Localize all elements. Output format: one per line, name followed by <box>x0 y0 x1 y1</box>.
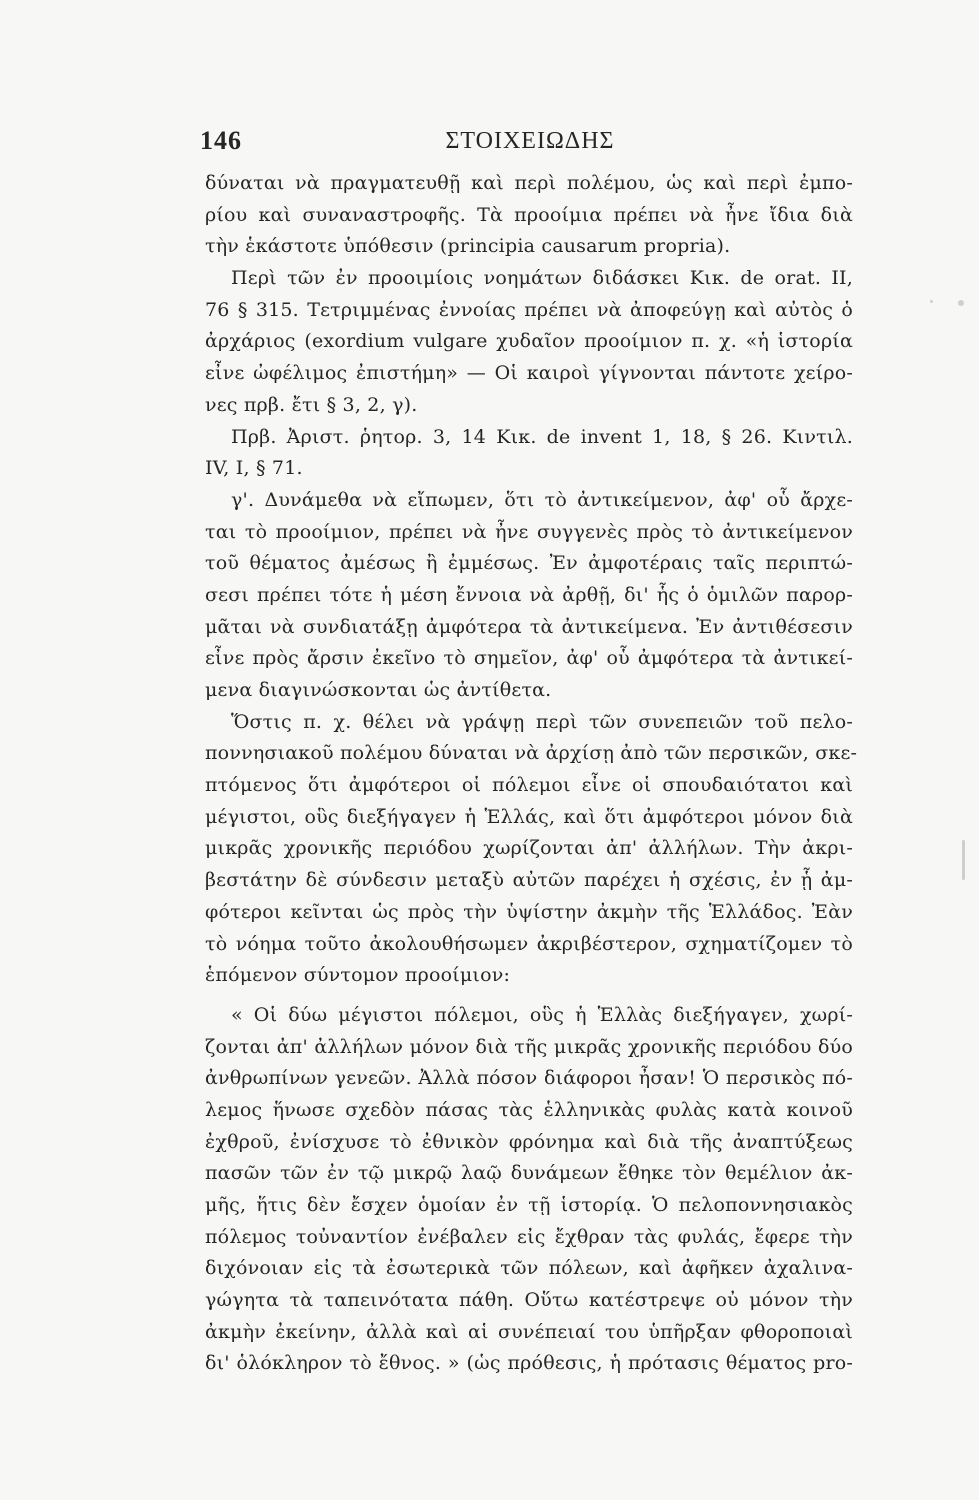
text-line: ἑπόμενον σύντομον προοίμιον: <box>205 964 511 987</box>
text-line: μᾶται νὰ συνδιατάξῃ ἀμφότερα τὰ ἀντικείμενα. Ἐν ἀντιθέσεσιν <box>205 615 853 638</box>
text-line: λεμος ἥνωσε σχεδὸν πάσας τὰς ἑλληνικὰς φυλὰς κατὰ κοινοῦ <box>205 1098 853 1121</box>
text-line: πασῶν τῶν ἐν τῷ μικρῷ λαῷ δυνάμεων ἔθηκε τὸν θεμέλιον ἀκ- <box>205 1162 853 1185</box>
body-text <box>205 168 858 1380</box>
text-line: ρίου καὶ συναναστροφῆς. Τὰ προοίμια πρέπει νὰ ἦνε ἴδια διὰ <box>205 203 853 226</box>
text-line: ται τὸ προοίμιον, πρέπει νὰ ἦνε συγγενὲς πρὸς τὸ ἀντικείμενον <box>205 520 853 543</box>
text-line: ποννησιακοῦ πολέμου δύναται νὰ ἀρχίσῃ ἀπὸ τῶν περσικῶν, σκε- <box>205 742 858 765</box>
text-line: δι' ὁλόκληρον τὸ ἔθνος. » (ὡς πρόθεσις, ἡ πρότασις θέματος pro- <box>205 1352 853 1375</box>
text-line: τὸ νόημα τοῦτο ἀκολουθήσωμεν ἀκριβέστερον, σχηματίζομεν τὸ <box>205 932 853 955</box>
text-line: « Οἱ δύω μέγιστοι πόλεμοι, οὓς ἡ Ἑλλὰς διεξήγαγεν, χωρί- <box>231 1003 853 1026</box>
text-line: γώγητα τὰ ταπεινότατα πάθη. Οὕτω κατέστρεψε οὐ μόνον τὴν <box>205 1289 853 1312</box>
page-header <box>200 126 860 160</box>
text-line: εἶνε πρὸς ἄρσιν ἐκεῖνο τὸ σημεῖον, ἀφ' οὗ ἀμφότερα τὰ ἀντικεί- <box>205 647 853 670</box>
text-line: εἶνε ὠφέλιμος ἐπιστήμη» — Οἱ καιροὶ γίγνονται πάντοτε χείρο- <box>205 362 853 385</box>
text-line: μικρᾶς χρονικῆς περιόδου χωρίζονται ἀπ' ἀλλήλων. Τὴν ἀκρι- <box>205 837 853 860</box>
text-line: ἐχθροῦ, ἐνίσχυσε τὸ ἐθνικὸν φρόνημα καὶ διὰ τῆς ἀναπτύξεως <box>205 1130 853 1153</box>
running-head: ΣΤΟΙΧΕΙΩΔΗΣ <box>445 128 615 154</box>
text-line: πόλεμος τοὐναντίον ἐνέβαλεν εἰς ἔχθραν τὰς φυλάς, ἔφερε τὴν <box>205 1225 853 1248</box>
text-line: ἀνθρωπίνων γενεῶν. Ἀλλὰ πόσον διάφοροι ἦσαν! Ὁ περσικὸς πό- <box>205 1067 853 1090</box>
text-line: Πρβ. Ἀριστ. ῥητορ. 3, 14 Κικ. de invent 1, 18, § 26. Κιντιλ. <box>231 425 853 448</box>
text-line: ἀρχάριος (exordium vulgare χυδαῖον προοίμιον π. χ. «ἡ ἱστορία <box>205 330 853 353</box>
text-line: 76 § 315. Τετριμμένας ἐννοίας πρέπει νὰ ἀποφεύγῃ καὶ αὐτὸς ὁ <box>205 298 853 321</box>
page-number: 146 <box>200 126 242 155</box>
text-line: IV, I, § 71. <box>205 457 303 480</box>
text-line: μενα διαγινώσκονται ὡς ἀντίθετα. <box>205 679 552 701</box>
text-line: βεστάτην δὲ σύνδεσιν μεταξὺ αὐτῶν παρέχει ἡ σχέσις, ἐν ᾗ ἀμ- <box>205 869 853 892</box>
text-line: Ὅστις π. χ. θέλει νὰ γράψῃ περὶ τῶν συνεπειῶν τοῦ πελο- <box>231 710 853 733</box>
text-line: τοῦ θέματος ἀμέσως ἢ ἐμμέσως. Ἐν ἀμφοτέραις ταῖς περιπτώ- <box>205 552 853 575</box>
text-line: τὴν ἑκάστοτε ὑπόθεσιν (principia causarum propria). <box>205 235 731 258</box>
text-line: νες πρβ. ἔτι § 3, 2, γ). <box>205 393 418 416</box>
text-line: φότεροι κεῖνται ὡς πρὸς τὴν ὑψίστην ἀκμὴν τῆς Ἑλλάδος. Ἐὰν <box>205 900 853 923</box>
text-line: μῆς, ἥτις δὲν ἔσχεν ὁμοίαν ἐν τῇ ἱστορίᾳ. Ὁ πελοποννησιακὸς <box>205 1194 853 1216</box>
text-line: πτόμενος ὅτι ἀμφότεροι οἱ πόλεμοι εἶνε οἱ σπουδαιότατοι καὶ <box>205 774 853 797</box>
text-line: δύναται νὰ πραγματευθῇ καὶ περὶ πολέμου, ὡς καὶ περὶ ἐμπο- <box>205 172 853 194</box>
text-line: μέγιστοι, οὓς διεξήγαγεν ἡ Ἑλλάς, καὶ ὅτι ἀμφότεροι μόνον διὰ <box>205 805 853 828</box>
text-line: γ'. Δυνάμεθα νὰ εἴπωμεν, ὅτι τὸ ἀντικείμενον, ἀφ' οὗ ἄρχε- <box>231 488 853 511</box>
text-line: ζονται ἀπ' ἀλλήλων μόνον διὰ τῆς μικρᾶς χρονικῆς περιόδου δύο <box>205 1035 853 1058</box>
text-line: Περὶ τῶν ἐν προοιμίοις νοημάτων διδάσκει Κικ. de orat. II, <box>231 267 853 290</box>
text-line: διχόνοιαν εἰς τὰ ἐσωτερικὰ τῶν πόλεων, καὶ ἀφῆκεν ἀχαλινα- <box>205 1257 853 1280</box>
text-line: σεσι πρέπει τότε ἡ μέση ἔννοια νὰ ἀρθῇ, δι' ἧς ὁ ὁμιλῶν παρορ- <box>205 583 853 606</box>
text-line: ἀκμὴν ἐκείνην, ἀλλὰ καὶ αἱ συνέπειαί του ὑπῆρξαν φθοροποιαὶ <box>205 1320 853 1343</box>
